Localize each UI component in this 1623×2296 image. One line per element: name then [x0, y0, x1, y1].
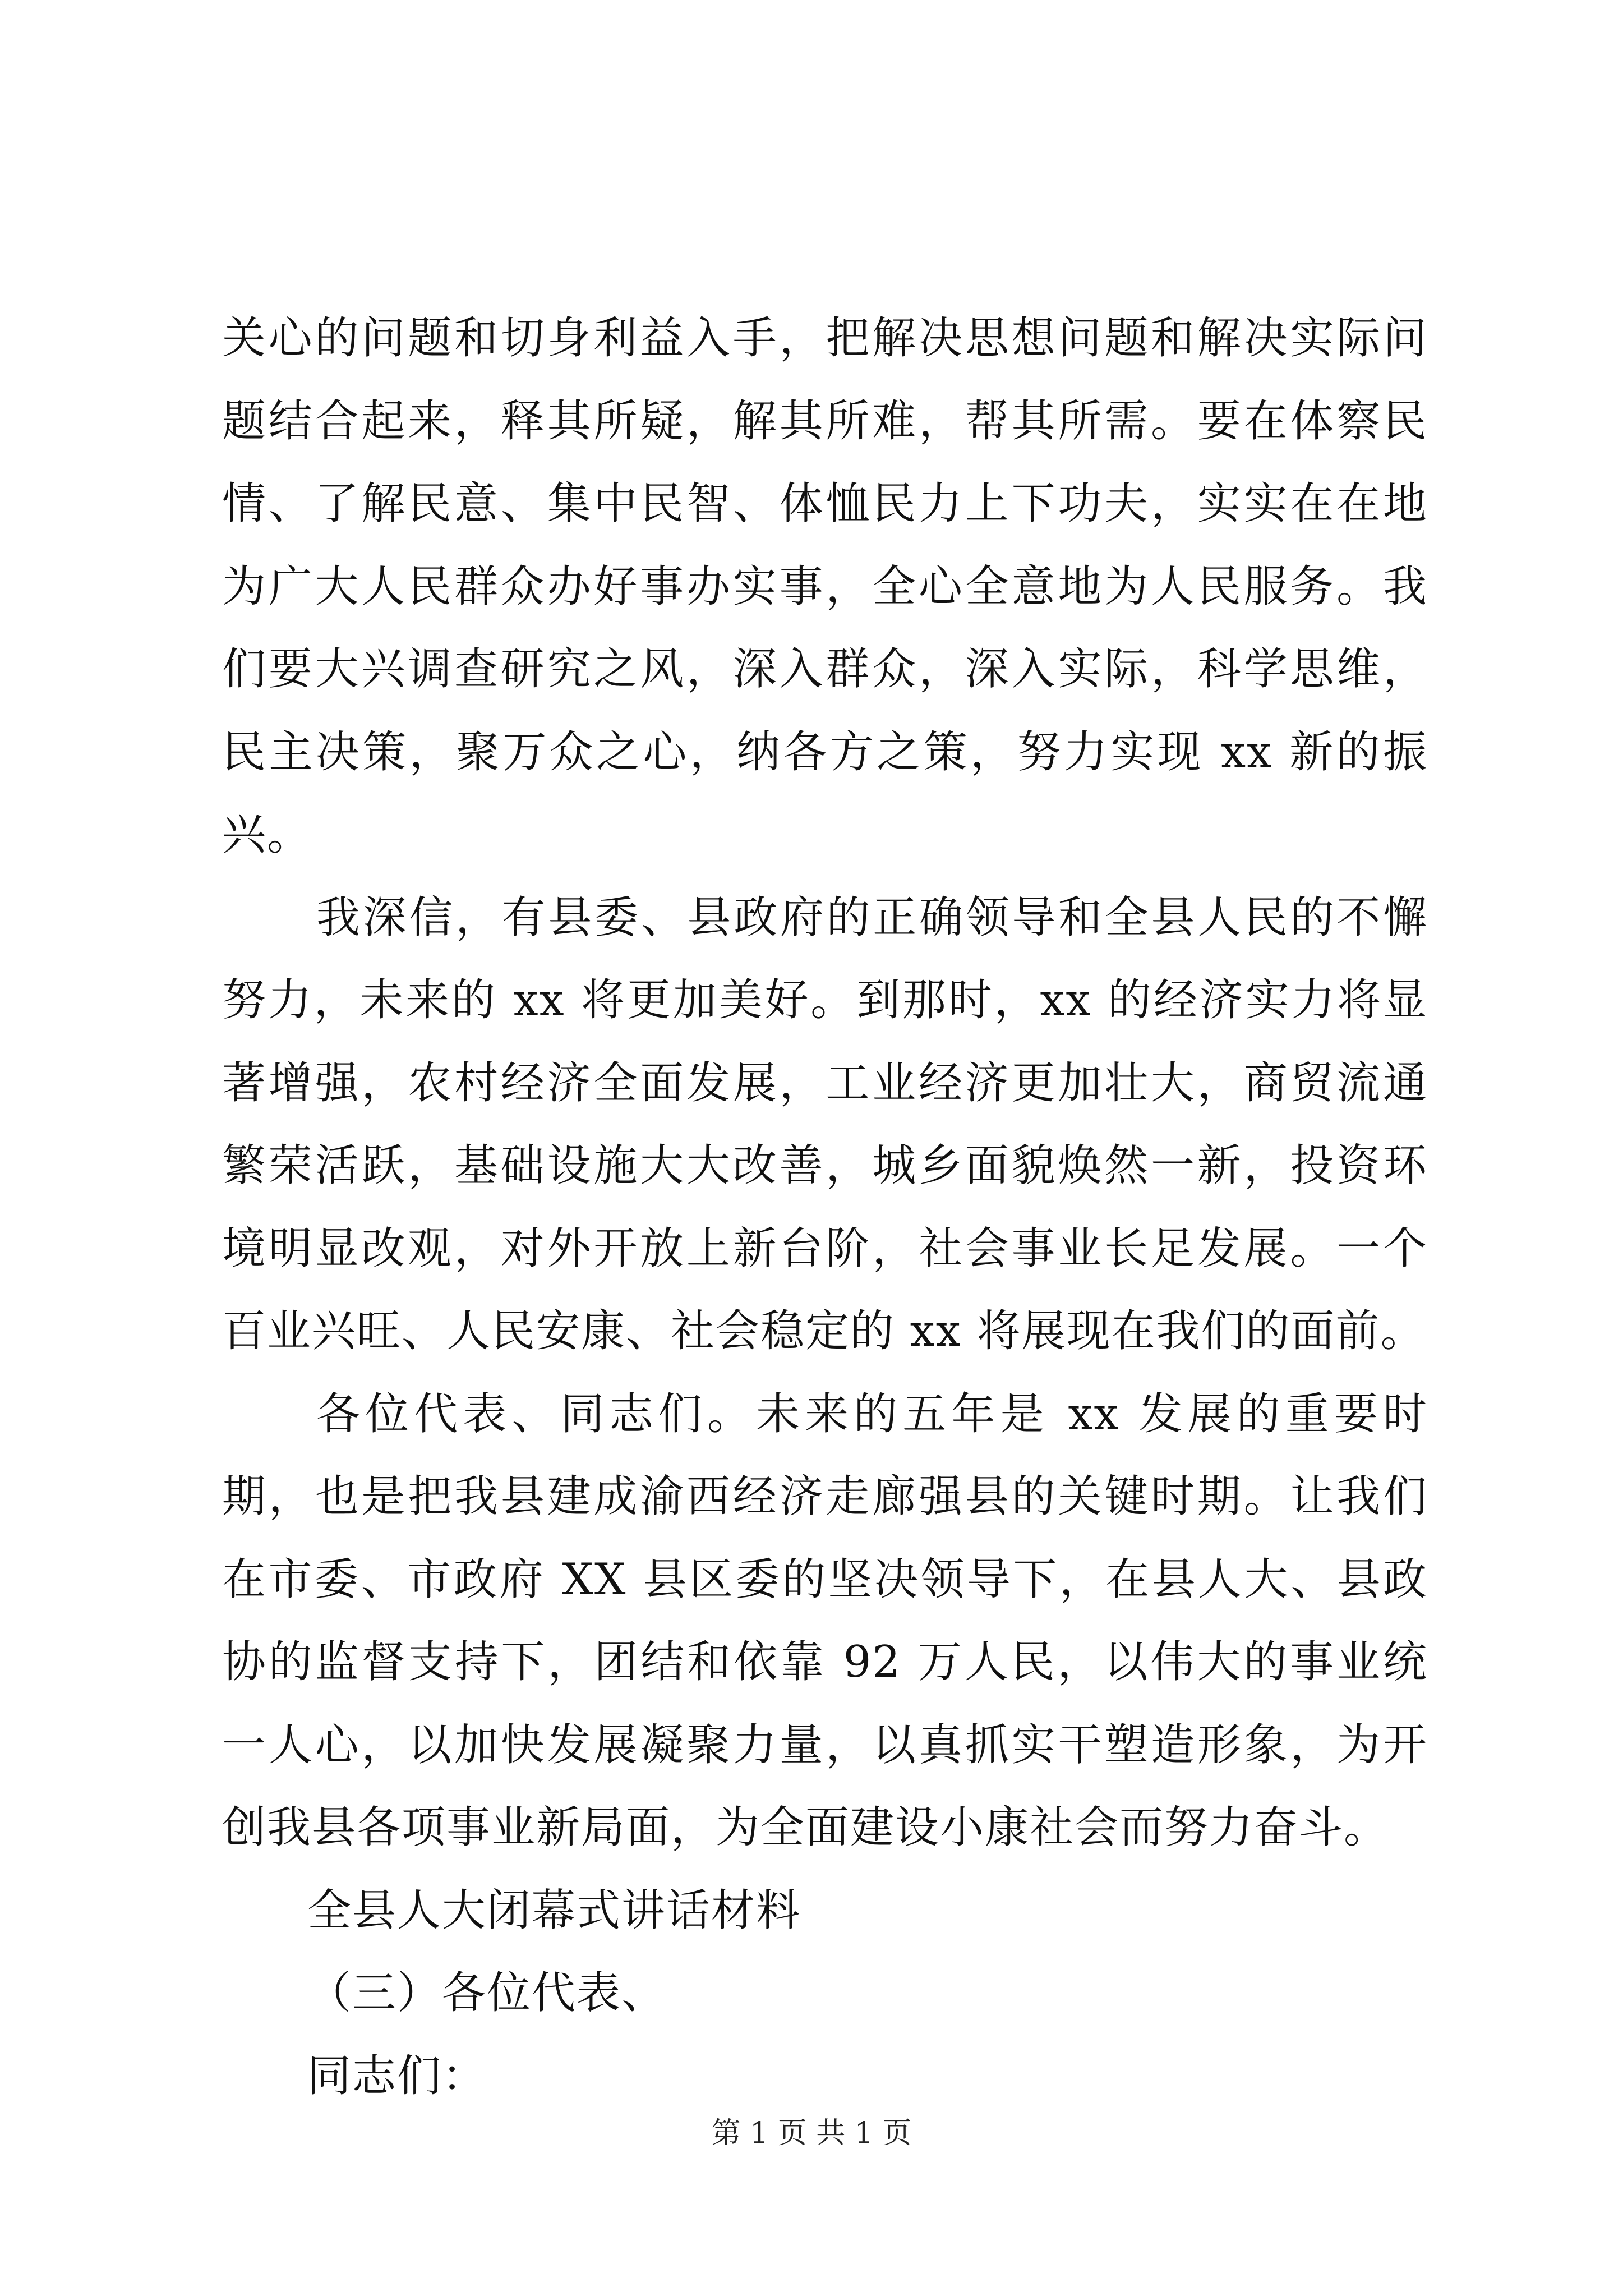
paragraph-2: 我深信，有县委、县政府的正确领导和全县人民的不懈努力，未来的 xx 将更加美好。到那时，xx 的经济实力将显著增强，农村经济全面发展，工业经济更加壮大，商贸流通繁荣活跃，基础设施大大改善，城乡面貌焕然一新，投资环境明显改观，对外开放上新台阶，社会事业长足发展。一个百业兴旺、人民安康、社会稳定的 xx 将展现在我们的面前。 — [222, 892, 1428, 1356]
document-body — [222, 297, 1428, 2118]
paragraph-3: 各位代表、同志们。未来的五年是 xx 发展的重要时期，也是把我县建成渝西经济走廊强县的关键时期。让我们在市委、市政府 XX 县区委的坚决领导下，在县人大、县政协的监督支持下，团结和依靠 92 万人民，以伟大的事业统一人心，以加快发展凝聚力量，以真抓实干塑造形象，为开创我县各项事业新局面，为全面建设小康社会而努力奋斗。 — [222, 1388, 1428, 1853]
page-footer: 第 1 页 共 1 页 — [711, 2116, 912, 2150]
salutation: 同志们： — [307, 2050, 487, 2101]
section-title: 全县人大闭幕式讲话材料 — [307, 1885, 801, 1936]
section-number-line: （三）各位代表、 — [307, 1968, 667, 2018]
paragraph-1: 关心的问题和切身利益入手，把解决思想问题和解决实际问题结合起来，释其所疑，解其所难，帮其所需。要在体察民情、了解民意、集中民智、体恤民力上下功夫，实实在在地为广大人民群众办好事办实事，全心全意地为人民服务。我们要大兴调查研究之风，深入群众，深入实际，科学思维，民主决策，聚万众之心，纳各方之策，努力实现 xx 新的振兴。 — [222, 313, 1428, 860]
